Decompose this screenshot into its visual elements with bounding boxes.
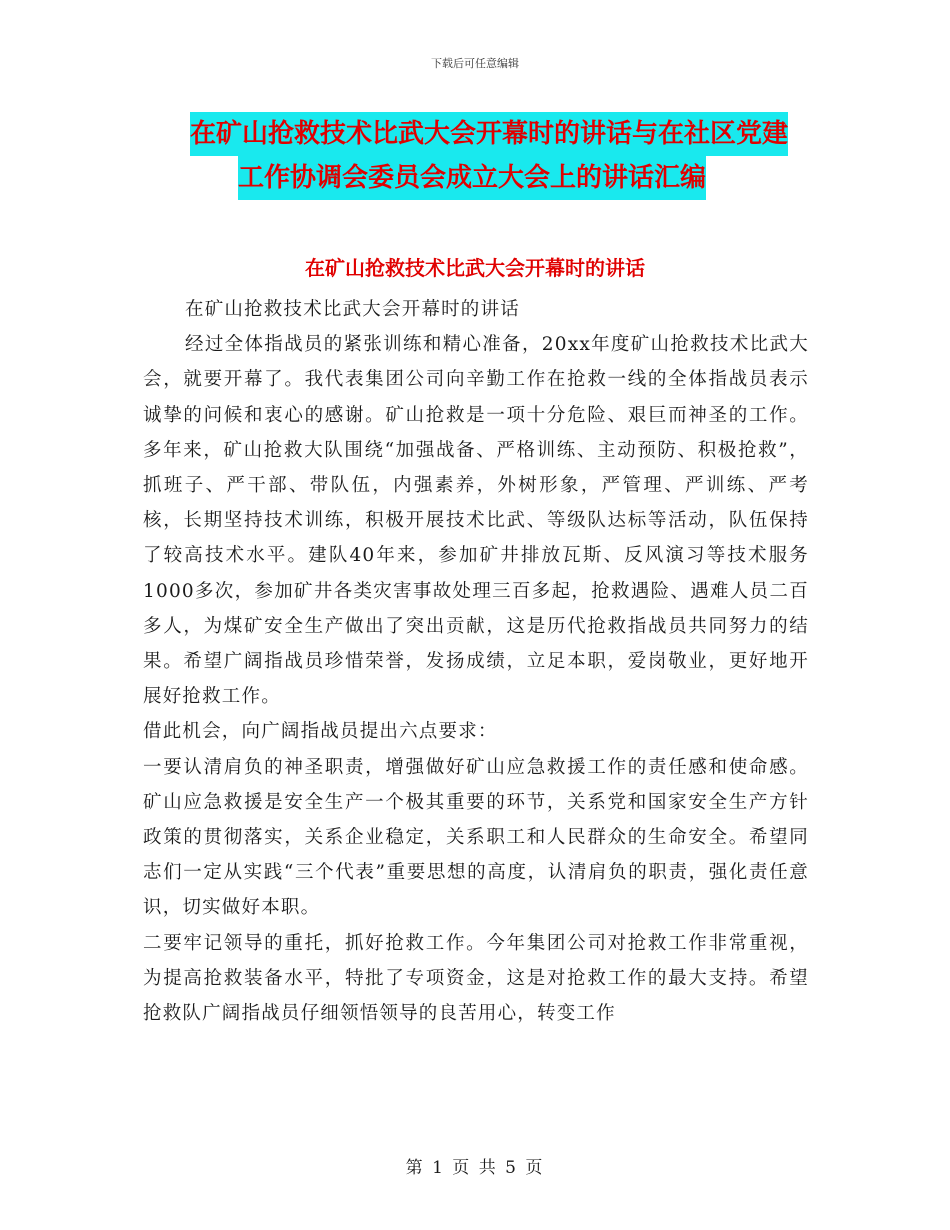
document-title-line-2: 工作协调会委员会成立大会上的讲话汇编 [238, 156, 706, 200]
header-note: 下载后可任意编辑 [431, 57, 519, 70]
document-title [190, 112, 830, 200]
paragraph-requirement-2: 二要牢记领导的重托，抓好抢救工作。今年集团公司对抢救工作非常重视，为提高抢救装备水平，特批了专项资金，这是对抢救工作的最大支持。希望抢救队广阔指战员仔细领悟领导的良苦用心，转变工作 [143, 932, 809, 1025]
section-title: 在矿山抢救技术比武大会开幕时的讲话 [305, 256, 645, 280]
paragraph-requirement-1: 一要认清肩负的神圣职责，增强做好矿山应急救援工作的责任感和使命感。矿山应急救援是安全生产一个极其重要的环节，关系党和国家安全生产方针政策的贯彻落实，关系企业稳定，关系职工和人民群众的生命安全。希望同志们一定从实践“三个代表”重要思想的高度，认清肩负的职责，强化责任意识，切实做好本职。 [143, 756, 809, 919]
body-text [143, 292, 809, 1031]
document-title-line-1: 在矿山抢救技术比武大会开幕时的讲话与在社区党建 [190, 112, 788, 156]
page-number: 第 1 页 共 5 页 [405, 1158, 545, 1178]
paragraph-opening: 经过全体指战员的紧张训练和精心准备，20xx年度矿山抢救技术比武大会，就要开幕了。我代表集团公司向辛勤工作在抢救一线的全体指战员表示诚挚的问候和衷心的感谢。矿山抢救是一项十分危险、艰巨而神圣的工作。多年来，矿山抢救大队围绕“加强战备、严格训练、主动预防、积极抢救”，抓班子、严干部、带队伍，内强素养，外树形象，严管理、严训练、严考核，长期坚持技术训练，积极开展技术比武、等级队达标等活动，队伍保持了较高技术水平。建队40年来，参加矿井排放瓦斯、反风演习等技术服务1000多次，参加矿井各类灾害事故处理三百多起，抢救遇险、遇难人员二百多人，为煤矿安全生产做出了突出贡献，这是历代抢救指战员共同努力的结果。希望广阔指战员珍惜荣誉，发扬成绩，立足本职，爱岗敬业，更好地开展好抢救工作。 [143, 334, 809, 708]
speech-subtitle: 在矿山抢救技术比武大会开幕时的讲话 [185, 299, 520, 320]
paragraph-requirements-intro: 借此机会，向广阔指战员提出六点要求： [143, 721, 498, 743]
